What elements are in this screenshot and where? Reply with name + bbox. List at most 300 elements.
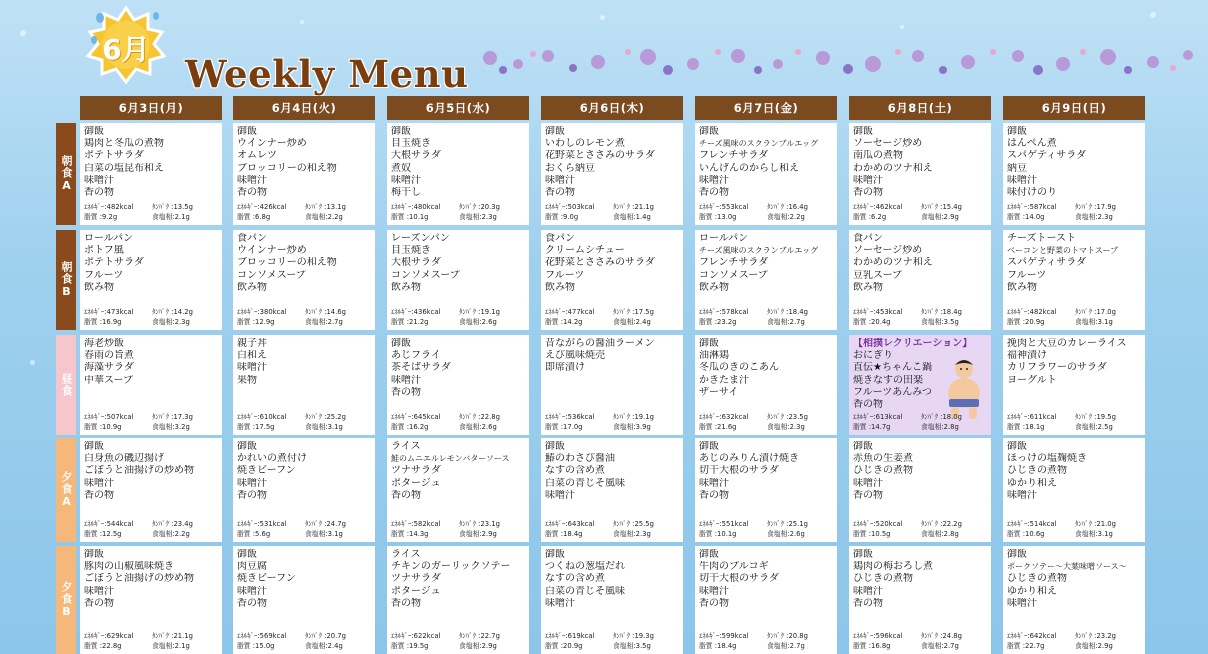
nutrition-row xyxy=(237,641,373,651)
nutrition-row xyxy=(699,529,835,539)
nutrition-row xyxy=(853,641,989,651)
dish-item: はんぺん煮 xyxy=(1007,138,1057,150)
dish-list xyxy=(391,338,525,399)
dish-item: なすの含め煮 xyxy=(545,573,605,585)
fat-value: 脂質 :12.5g xyxy=(84,530,122,538)
dish-item: ポークソテー～大葉味噌ソース～ xyxy=(1007,562,1127,572)
nutrition-info xyxy=(853,307,989,327)
energy-value: ｴﾈﾙｷﾞｰ:551kcal xyxy=(699,520,749,528)
nutrition-info xyxy=(699,631,835,651)
dish-item: 御飯 xyxy=(699,549,719,560)
energy-value: ｴﾈﾙｷﾞｰ:613kcal xyxy=(853,413,903,421)
energy-value: ｴﾈﾙｷﾞｰ:544kcal xyxy=(84,520,134,528)
menu-cell xyxy=(541,123,683,225)
dish-item: ライス xyxy=(391,549,421,560)
month-badge xyxy=(82,6,170,86)
protein-value: ﾀﾝﾊﾟｸ :20.8g xyxy=(767,632,808,640)
day-header: 6月8日(土) xyxy=(849,96,991,120)
dish-item: 香の物 xyxy=(699,597,729,609)
dish-item: 焼きなすの田楽 xyxy=(853,374,923,386)
nutrition-row xyxy=(545,641,681,651)
nutrition-row xyxy=(699,202,835,212)
protein-value: ﾀﾝﾊﾟｸ :17.3g xyxy=(152,413,193,421)
dish-item: 切干大根のサラダ xyxy=(699,573,779,585)
dish-item: ベーコンと野菜のトマトスープ xyxy=(1007,246,1119,256)
nutrition-row xyxy=(853,202,989,212)
dish-item: 味噌汁 xyxy=(853,585,883,597)
dish-item: いわしのレモン煮 xyxy=(545,138,625,150)
salt-value: 食塩相:3.2g xyxy=(152,423,190,431)
energy-value: ｴﾈﾙｷﾞｰ:622kcal xyxy=(391,632,441,640)
dish-list xyxy=(237,338,371,387)
nutrition-info xyxy=(391,307,527,327)
fat-value: 脂質 :10.6g xyxy=(1007,530,1045,538)
dish-item: 御飯 xyxy=(1007,549,1027,560)
dish-item: なすの含め煮 xyxy=(545,465,605,477)
dish-item: 豚肉の山椒風味焼き xyxy=(84,561,174,573)
menu-cell xyxy=(387,230,529,330)
nutrition-info xyxy=(237,412,373,432)
dish-item: ポタージュ xyxy=(391,585,441,597)
dish-item: 大根サラダ xyxy=(391,257,441,269)
fat-value: 脂質 :21.2g xyxy=(391,318,429,326)
salt-value: 食塩相:3.5g xyxy=(613,642,651,650)
dish-item: 【相撲レクリエーション】 xyxy=(853,338,973,349)
protein-value: ﾀﾝﾊﾟｸ :21.1g xyxy=(152,632,193,640)
nutrition-row xyxy=(699,641,835,651)
dish-item: ポタージュ xyxy=(391,477,441,489)
nutrition-row xyxy=(237,631,373,641)
nutrition-row xyxy=(699,412,835,422)
fat-value: 脂質 :12.9g xyxy=(237,318,275,326)
dish-list xyxy=(1007,549,1141,610)
dish-item: おにぎり xyxy=(853,350,893,362)
dish-item: ほっけの塩麹焼き xyxy=(1007,453,1087,465)
energy-value: ｴﾈﾙｷﾞｰ:569kcal xyxy=(237,632,287,640)
nutrition-row xyxy=(699,317,835,327)
fat-value: 脂質 :18.4g xyxy=(699,642,737,650)
nutrition-info xyxy=(84,519,220,539)
salt-value: 食塩相:2.3g xyxy=(1075,213,1113,221)
dish-item: オムレツ xyxy=(237,150,277,162)
dish-item: ひじきの煮物 xyxy=(853,465,913,477)
dish-item: 食パン xyxy=(237,233,267,244)
nutrition-row xyxy=(699,307,835,317)
dish-item: 香の物 xyxy=(853,187,883,199)
nutrition-row xyxy=(545,519,681,529)
day-header: 6月7日(金) xyxy=(695,96,837,120)
menu-cell xyxy=(80,123,222,225)
dish-item: 春雨の旨煮 xyxy=(84,350,134,362)
dish-list xyxy=(1007,126,1141,199)
protein-value: ﾀﾝﾊﾟｸ :18.4g xyxy=(921,308,962,316)
fat-value: 脂質 :14.2g xyxy=(545,318,583,326)
dish-item: 御飯 xyxy=(699,441,719,452)
dish-item: フルーツ xyxy=(1007,269,1047,281)
dish-item: 親子丼 xyxy=(237,338,267,349)
dish-item: 肉豆腐 xyxy=(237,561,267,573)
dish-item: 赤魚の生姜煮 xyxy=(853,453,913,465)
nutrition-row xyxy=(84,202,220,212)
dish-item: 御飯 xyxy=(545,126,565,137)
protein-value: ﾀﾝﾊﾟｸ :23.1g xyxy=(459,520,500,528)
protein-value: ﾀﾝﾊﾟｸ :24.7g xyxy=(305,520,346,528)
dish-list xyxy=(1007,441,1141,502)
fat-value: 脂質 :16.2g xyxy=(391,423,429,431)
nutrition-row xyxy=(237,307,373,317)
nutrition-row xyxy=(84,412,220,422)
menu-cell xyxy=(541,335,683,435)
salt-value: 食塩相:3.1g xyxy=(305,423,343,431)
dish-item: 飲み物 xyxy=(853,281,883,293)
energy-value: ｴﾈﾙｷﾞｰ:632kcal xyxy=(699,413,749,421)
dish-item: 味噌汁 xyxy=(237,477,267,489)
dish-item: 御飯 xyxy=(237,126,257,137)
dish-item: 鶏肉と冬瓜の煮物 xyxy=(84,138,164,150)
dish-item: 味噌汁 xyxy=(853,174,883,186)
nutrition-row xyxy=(391,412,527,422)
dish-item: ヨーグルト xyxy=(1007,374,1057,386)
dish-item: 味噌汁 xyxy=(84,477,114,489)
fat-value: 脂質 :23.2g xyxy=(699,318,737,326)
nutrition-row xyxy=(545,317,681,327)
nutrition-row xyxy=(84,422,220,432)
nutrition-row xyxy=(84,519,220,529)
dish-item: 香の物 xyxy=(699,489,729,501)
nutrition-info xyxy=(237,202,373,222)
nutrition-info xyxy=(84,412,220,432)
nutrition-info xyxy=(1007,519,1143,539)
dish-item: あじフライ xyxy=(391,350,441,362)
protein-value: ﾀﾝﾊﾟｸ :23.4g xyxy=(152,520,193,528)
page-title: Weekly Menu xyxy=(185,52,469,96)
energy-value: ｴﾈﾙｷﾞｰ:480kcal xyxy=(391,203,441,211)
dish-list xyxy=(699,441,833,502)
dish-list xyxy=(853,233,987,294)
nutrition-row xyxy=(699,519,835,529)
protein-value: ﾀﾝﾊﾟｸ :17.9g xyxy=(1075,203,1116,211)
dish-item: 白和え xyxy=(237,350,267,362)
day-header: 6月4日(火) xyxy=(233,96,375,120)
dish-item: 納豆 xyxy=(1007,162,1027,174)
dish-item: 飲み物 xyxy=(391,281,421,293)
dish-item: ゆかり和え xyxy=(1007,585,1057,597)
salt-value: 食塩相:2.9g xyxy=(1075,642,1113,650)
fat-value: 脂質 :13.0g xyxy=(699,213,737,221)
dish-item: 味付けのり xyxy=(1007,187,1057,199)
energy-value: ｴﾈﾙｷﾞｰ:578kcal xyxy=(699,308,749,316)
energy-value: ｴﾈﾙｷﾞｰ:436kcal xyxy=(391,308,441,316)
protein-value: ﾀﾝﾊﾟｸ :22.2g xyxy=(921,520,962,528)
nutrition-info xyxy=(1007,202,1143,222)
protein-value: ﾀﾝﾊﾟｸ :19.3g xyxy=(613,632,654,640)
nutrition-row xyxy=(545,631,681,641)
dish-item: ごぼうと油揚げの炒め物 xyxy=(84,465,194,477)
salt-value: 食塩相:2.2g xyxy=(152,530,190,538)
dish-item: ザーサイ xyxy=(699,386,739,398)
dish-item: 御飯 xyxy=(545,441,565,452)
dish-list xyxy=(699,549,833,610)
nutrition-info xyxy=(84,307,220,327)
dish-item: ブロッコリーの和え物 xyxy=(237,162,337,174)
nutrition-row xyxy=(391,641,527,651)
dish-item: 目玉焼き xyxy=(391,138,431,150)
menu-cell xyxy=(695,438,837,542)
dish-item: 味噌汁 xyxy=(1007,174,1037,186)
dish-list xyxy=(545,338,679,375)
dish-item: おくら納豆 xyxy=(545,162,595,174)
dish-item: ごぼうと油揚げの炒め物 xyxy=(84,573,194,585)
nutrition-info xyxy=(545,519,681,539)
dish-list xyxy=(237,233,371,294)
protein-value: ﾀﾝﾊﾟｸ :18.0g xyxy=(921,413,962,421)
fat-value: 脂質 :17.0g xyxy=(545,423,583,431)
protein-value: ﾀﾝﾊﾟｸ :25.5g xyxy=(613,520,654,528)
dish-list xyxy=(84,126,218,199)
menu-cell xyxy=(849,123,991,225)
nutrition-info xyxy=(391,631,527,651)
nutrition-row xyxy=(237,422,373,432)
dish-list xyxy=(391,549,525,610)
menu-cell xyxy=(695,335,837,435)
fat-value: 脂質 :18.1g xyxy=(1007,423,1045,431)
menu-cell xyxy=(1003,230,1145,330)
dish-item: ポテトサラダ xyxy=(84,257,144,269)
fat-value: 脂質 :18.4g xyxy=(545,530,583,538)
dish-item: スパゲティサラダ xyxy=(1007,257,1087,269)
dish-item: ソーセージ炒め xyxy=(853,245,923,257)
fat-value: 脂質 :14.3g xyxy=(391,530,429,538)
menu-cell xyxy=(1003,335,1145,435)
dish-item: カリフラワーのサラダ xyxy=(1007,362,1107,374)
fat-value: 脂質 :10.5g xyxy=(853,530,891,538)
dish-item: 御飯 xyxy=(545,549,565,560)
nutrition-row xyxy=(237,529,373,539)
dish-item: 飲み物 xyxy=(84,281,114,293)
energy-value: ｴﾈﾙｷﾞｰ:596kcal xyxy=(853,632,903,640)
dish-item: 白菜の青じそ風味 xyxy=(545,585,625,597)
dish-item: 御飯 xyxy=(699,126,719,137)
fat-value: 脂質 :21.6g xyxy=(699,423,737,431)
day-header: 6月3日(月) xyxy=(80,96,222,120)
nutrition-row xyxy=(853,412,989,422)
menu-cell xyxy=(233,438,375,542)
fat-value: 脂質 :15.0g xyxy=(237,642,275,650)
background-sparkle xyxy=(600,15,605,20)
dish-item: 切干大根のサラダ xyxy=(699,465,779,477)
dish-item: 煮奴 xyxy=(391,162,411,174)
salt-value: 食塩相:3.1g xyxy=(305,530,343,538)
menu-cell xyxy=(233,123,375,225)
dish-list xyxy=(545,441,679,502)
dish-item: ロールパン xyxy=(84,233,134,244)
protein-value: ﾀﾝﾊﾟｸ :17.5g xyxy=(613,308,654,316)
fat-value: 脂質 :19.5g xyxy=(391,642,429,650)
dish-item: 即席漬け xyxy=(545,362,585,374)
fat-value: 脂質 :16.9g xyxy=(84,318,122,326)
menu-cell xyxy=(80,230,222,330)
background-sparkle xyxy=(900,25,904,29)
nutrition-info xyxy=(853,519,989,539)
dish-item: 御飯 xyxy=(853,126,873,137)
dish-item: 御飯 xyxy=(1007,126,1027,137)
menu-cell xyxy=(849,438,991,542)
background-sparkle xyxy=(20,30,26,36)
energy-value: ｴﾈﾙｷﾞｰ:629kcal xyxy=(84,632,134,640)
dish-item: かれいの煮付け xyxy=(237,453,307,465)
menu-cell xyxy=(541,546,683,654)
dish-item: 鶏肉の梅おろし煮 xyxy=(853,561,933,573)
day-header: 6月6日(木) xyxy=(541,96,683,120)
nutrition-row xyxy=(545,422,681,432)
nutrition-row xyxy=(1007,412,1143,422)
dish-item: 中華スープ xyxy=(84,374,133,386)
meal-label: 朝食B xyxy=(56,230,76,330)
menu-cell xyxy=(80,546,222,654)
dish-item: 香の物 xyxy=(84,489,114,501)
dish-item: コンソメスープ xyxy=(237,269,306,281)
menu-cell xyxy=(849,546,991,654)
fat-value: 脂質 :20.9g xyxy=(545,642,583,650)
month-label: 6月 xyxy=(102,33,150,66)
energy-value: ｴﾈﾙｷﾞｰ:473kcal xyxy=(84,308,134,316)
nutrition-info xyxy=(237,631,373,651)
dish-item: ポトフ風 xyxy=(84,245,124,257)
dish-item: 鮭のムニエルレモンバターソース xyxy=(391,454,510,464)
dish-item: 食パン xyxy=(545,233,575,244)
protein-value: ﾀﾝﾊﾟｸ :25.1g xyxy=(767,520,808,528)
salt-value: 食塩相:2.6g xyxy=(767,530,805,538)
nutrition-row xyxy=(699,631,835,641)
salt-value: 食塩相:2.9g xyxy=(459,530,497,538)
salt-value: 食塩相:3.9g xyxy=(613,423,651,431)
nutrition-row xyxy=(391,529,527,539)
salt-value: 食塩相:2.3g xyxy=(152,318,190,326)
salt-value: 食塩相:2.3g xyxy=(613,530,651,538)
salt-value: 食塩相:2.3g xyxy=(459,213,497,221)
dish-list xyxy=(391,126,525,199)
nutrition-row xyxy=(1007,422,1143,432)
dish-item: 鰆のわさび醤油 xyxy=(545,453,615,465)
background-sparkle xyxy=(30,360,35,365)
nutrition-info xyxy=(545,412,681,432)
dish-list xyxy=(699,338,833,399)
protein-value: ﾀﾝﾊﾟｸ :19.5g xyxy=(1075,413,1116,421)
dish-item: 飲み物 xyxy=(237,281,267,293)
energy-value: ｴﾈﾙｷﾞｰ:619kcal xyxy=(545,632,595,640)
dish-item: 直伝★ちゃんこ鍋 xyxy=(853,362,932,374)
dish-item: 味噌汁 xyxy=(545,489,575,501)
energy-value: ｴﾈﾙｷﾞｰ:599kcal xyxy=(699,632,749,640)
salt-value: 食塩相:3.1g xyxy=(1075,318,1113,326)
nutrition-info xyxy=(853,412,989,432)
nutrition-info xyxy=(84,631,220,651)
salt-value: 食塩相:2.9g xyxy=(459,642,497,650)
dish-item: 香の物 xyxy=(237,187,267,199)
salt-value: 食塩相:2.5g xyxy=(1075,423,1113,431)
protein-value: ﾀﾝﾊﾟｸ :17.0g xyxy=(1075,308,1116,316)
dish-item: 味噌汁 xyxy=(699,585,729,597)
menu-cell xyxy=(695,230,837,330)
dish-item: 海老炒飯 xyxy=(84,338,124,349)
dish-list xyxy=(84,441,218,502)
salt-value: 食塩相:1.4g xyxy=(613,213,651,221)
energy-value: ｴﾈﾙｷﾞｰ:611kcal xyxy=(1007,413,1057,421)
dish-item: フルーツ xyxy=(84,269,124,281)
dish-item: わかめのツナ和え xyxy=(853,162,933,174)
dish-item: ライス xyxy=(391,441,421,452)
dish-item: 味噌汁 xyxy=(1007,597,1037,609)
nutrition-row xyxy=(545,412,681,422)
nutrition-row xyxy=(84,307,220,317)
protein-value: ﾀﾝﾊﾟｸ :25.2g xyxy=(305,413,346,421)
salt-value: 食塩相:2.9g xyxy=(921,213,959,221)
nutrition-row xyxy=(237,519,373,529)
energy-value: ｴﾈﾙｷﾞｰ:514kcal xyxy=(1007,520,1057,528)
nutrition-info xyxy=(391,412,527,432)
menu-cell xyxy=(80,438,222,542)
menu-cell xyxy=(1003,438,1145,542)
dish-item: 味噌汁 xyxy=(699,477,729,489)
nutrition-info xyxy=(545,307,681,327)
fat-value: 脂質 :22.8g xyxy=(84,642,122,650)
nutrition-row xyxy=(545,212,681,222)
menu-cell xyxy=(387,123,529,225)
menu-cell xyxy=(695,123,837,225)
hydrangea-garland-icon xyxy=(478,42,1198,82)
nutrition-info xyxy=(1007,631,1143,651)
meal-label: 昼食 xyxy=(56,335,76,435)
nutrition-info xyxy=(1007,412,1143,432)
protein-value: ﾀﾝﾊﾟｸ :20.3g xyxy=(459,203,500,211)
dish-item: 御飯 xyxy=(84,441,104,452)
dish-list xyxy=(545,233,679,294)
dish-item: ブロッコリーの和え物 xyxy=(237,257,337,269)
fat-value: 脂質 :22.7g xyxy=(1007,642,1045,650)
energy-value: ｴﾈﾙｷﾞｰ:582kcal xyxy=(391,520,441,528)
dish-item: フレンチサラダ xyxy=(699,257,769,269)
protein-value: ﾀﾝﾊﾟｸ :13.5g xyxy=(152,203,193,211)
nutrition-row xyxy=(699,422,835,432)
protein-value: ﾀﾝﾊﾟｸ :18.4g xyxy=(767,308,808,316)
dish-item: ゆかり和え xyxy=(1007,477,1057,489)
nutrition-info xyxy=(545,631,681,651)
dish-item: 香の物 xyxy=(237,489,267,501)
dish-item: ひじきの煮物 xyxy=(853,573,913,585)
energy-value: ｴﾈﾙｷﾞｰ:520kcal xyxy=(853,520,903,528)
salt-value: 食塩相:2.7g xyxy=(921,642,959,650)
salt-value: 食塩相:3.1g xyxy=(1075,530,1113,538)
dish-list xyxy=(699,233,833,294)
dish-item: 香の物 xyxy=(853,399,883,411)
nutrition-row xyxy=(853,422,989,432)
dish-item: 白菜の青じそ風味 xyxy=(545,477,625,489)
dish-item: あじのみりん漬け焼き xyxy=(699,453,799,465)
dish-item: 御飯 xyxy=(391,126,411,137)
salt-value: 食塩相:3.5g xyxy=(921,318,959,326)
nutrition-info xyxy=(1007,307,1143,327)
dish-item: 白身魚の磯辺揚げ xyxy=(84,453,164,465)
dish-item: 味噌汁 xyxy=(237,585,267,597)
dish-item: 御飯 xyxy=(237,441,257,452)
salt-value: 食塩相:2.4g xyxy=(613,318,651,326)
salt-value: 食塩相:2.4g xyxy=(305,642,343,650)
energy-value: ｴﾈﾙｷﾞｰ:482kcal xyxy=(84,203,134,211)
dish-item: クリームシチュー xyxy=(545,245,625,257)
protein-value: ﾀﾝﾊﾟｸ :20.7g xyxy=(305,632,346,640)
fat-value: 脂質 :14.0g xyxy=(1007,213,1045,221)
dish-item: ウインナー炒め xyxy=(237,138,307,150)
